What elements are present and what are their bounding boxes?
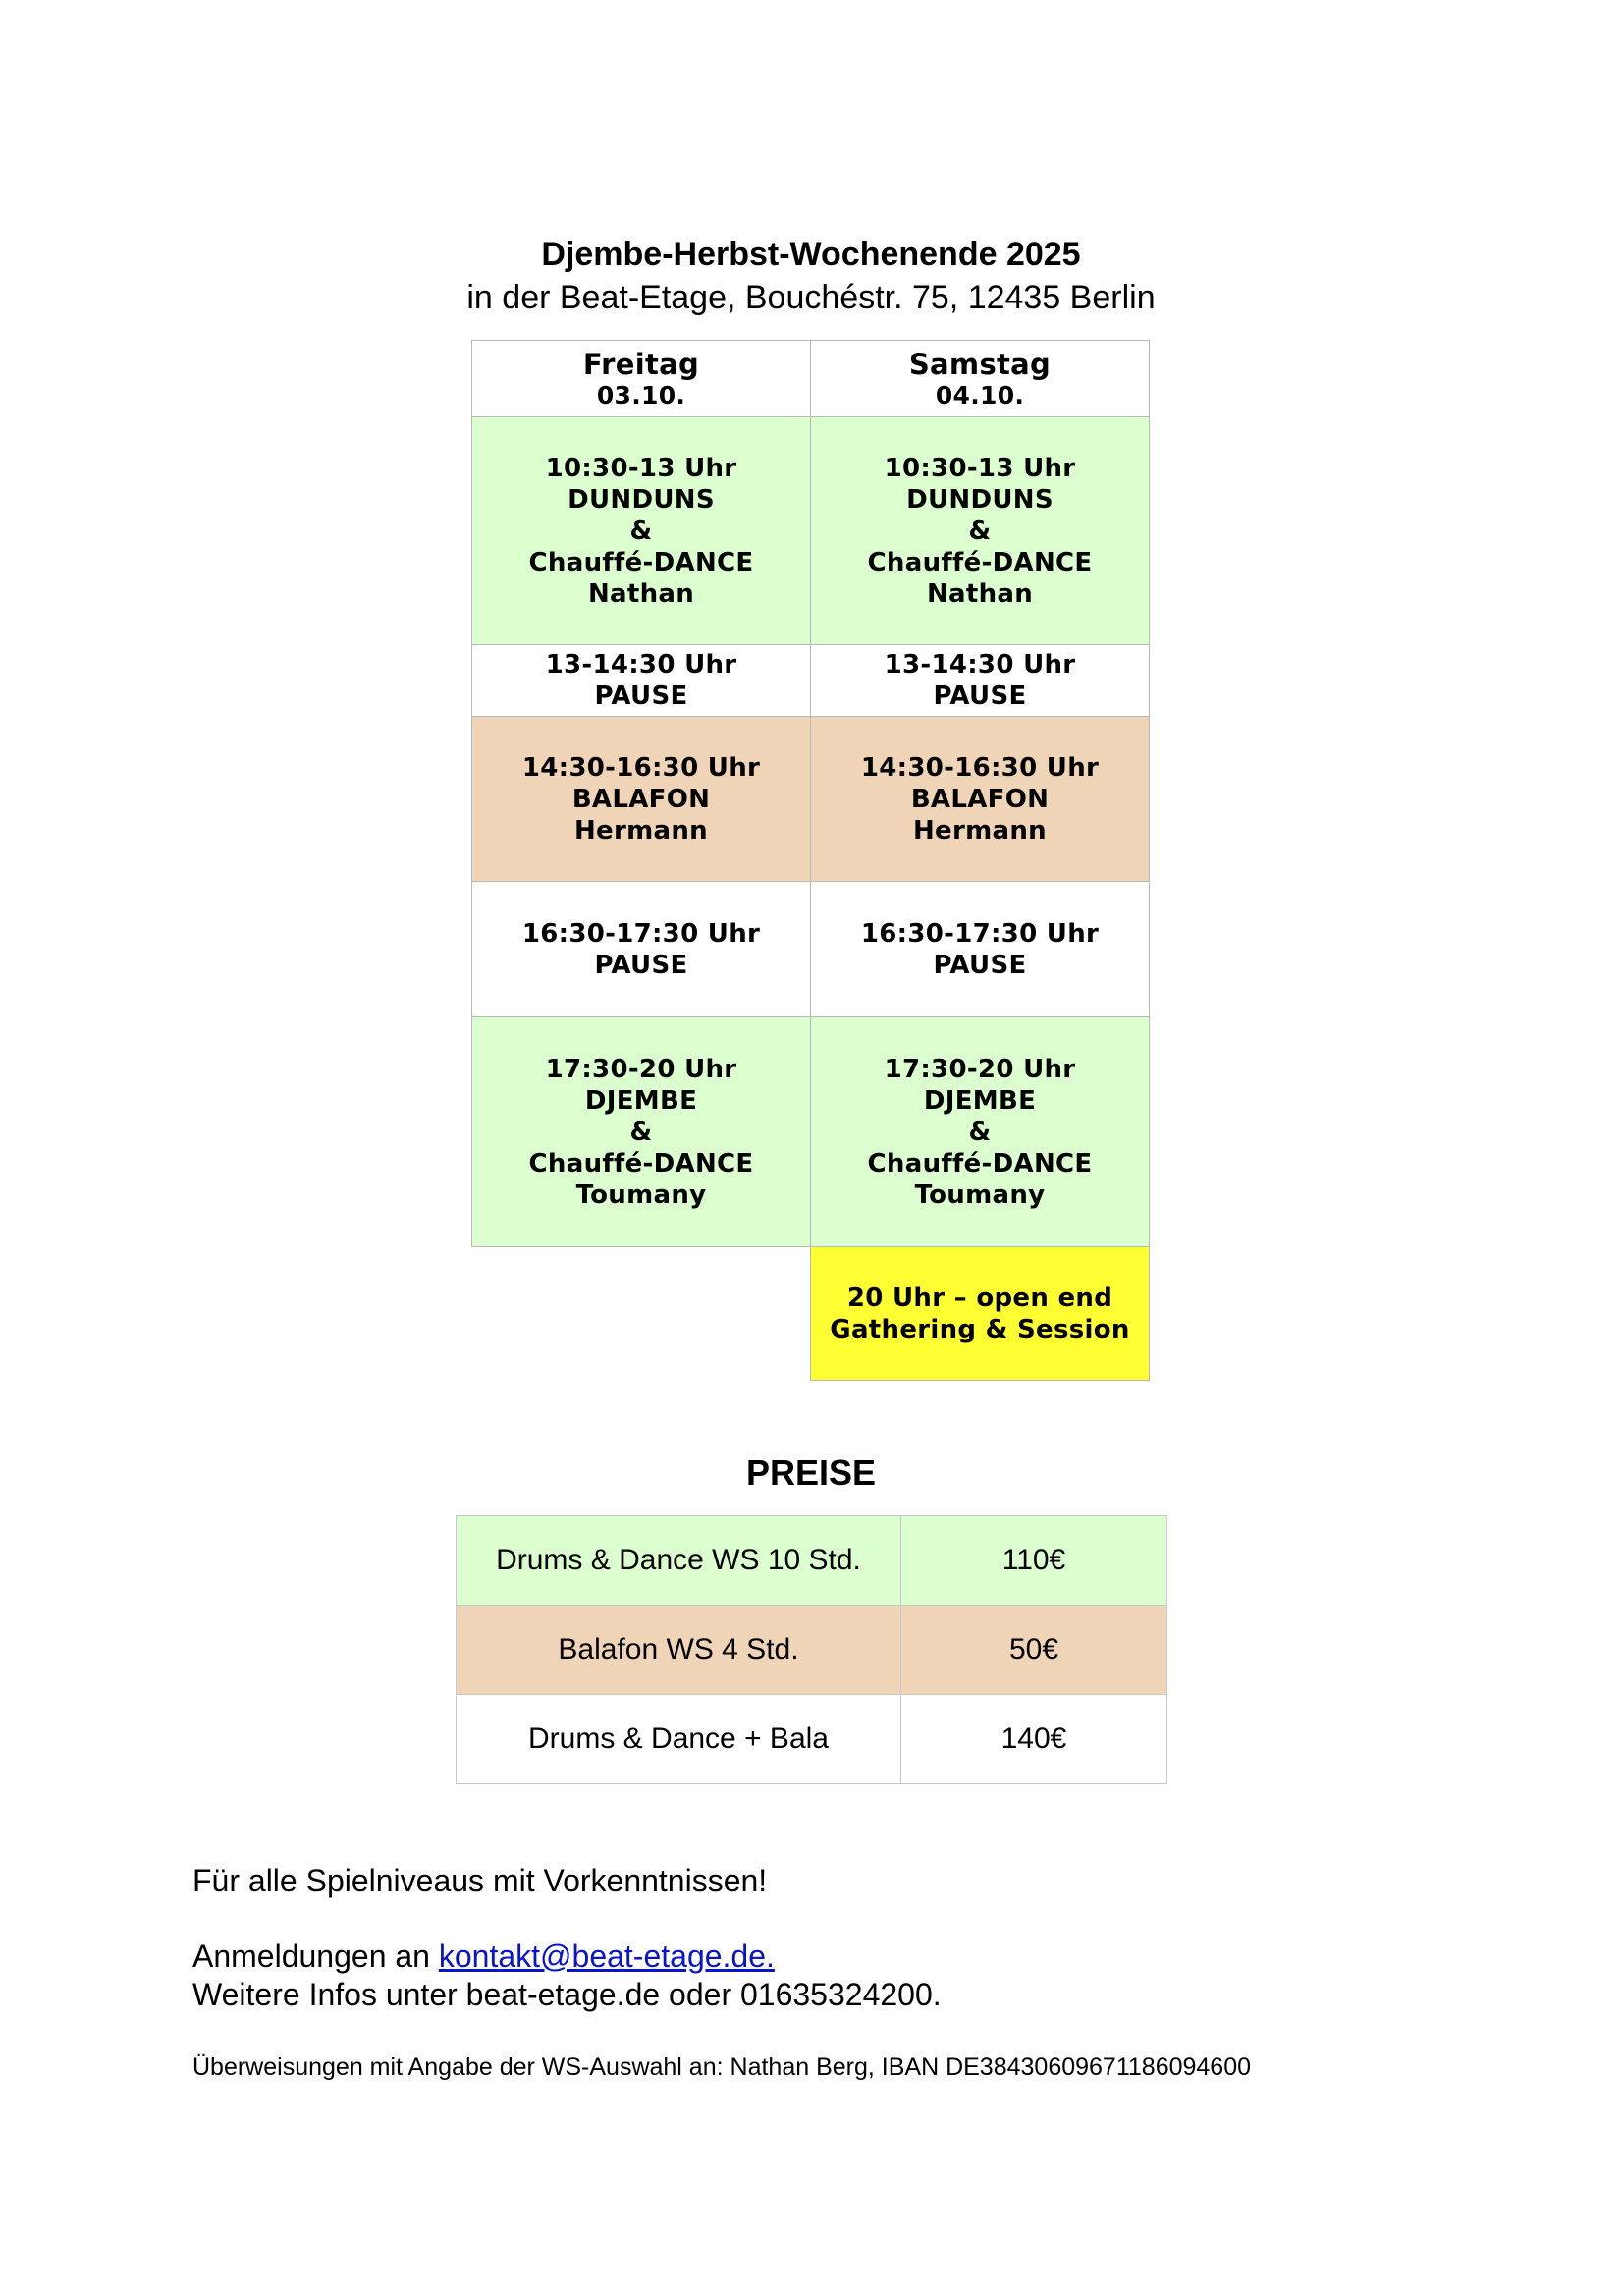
session-subtitle: Chauffé-DANCE (867, 547, 1093, 577)
price-row (457, 1606, 1167, 1695)
session-teacher: Hermann (574, 815, 708, 846)
session-connector: & (968, 516, 992, 546)
session-cell-friday (472, 1017, 811, 1247)
schedule-row-dunduns (472, 417, 1150, 645)
session-time: 13-14:30 Uhr (545, 650, 737, 680)
day-name: Freitag (582, 347, 700, 381)
session-cell-friday (472, 417, 811, 645)
day-header-saturday (811, 341, 1150, 417)
session-time: 13-14:30 Uhr (884, 650, 1076, 680)
session-time: 10:30-13 Uhr (545, 453, 737, 483)
session-cell-friday (472, 645, 811, 717)
transfer-note: Überweisungen mit Angabe der WS-Auswahl an: Nathan Berg, IBAN DE38430609671186094600 (192, 2053, 1252, 2081)
session-teacher: Toumany (575, 1179, 707, 1210)
session-subtitle: Chauffé-DANCE (528, 547, 754, 577)
session-subtitle: Chauffé-DANCE (867, 1148, 1093, 1178)
session-title: PAUSE (933, 950, 1027, 980)
session-teacher: Hermann (913, 815, 1047, 846)
session-teacher: Nathan (587, 578, 695, 609)
session-title: DUNDUNS (568, 484, 715, 515)
session-time: 16:30-17:30 Uhr (860, 918, 1100, 949)
price-label: Drums & Dance WS 10 Std. (457, 1516, 901, 1606)
schedule-row-balafon (472, 717, 1150, 882)
price-row (457, 1516, 1167, 1606)
levels-note: Für alle Spielniveaus mit Vorkenntnissen! (192, 1863, 768, 1898)
day-name: Samstag (908, 347, 1052, 381)
session-title: DJEMBE (923, 1085, 1037, 1116)
empty-cell (472, 1247, 811, 1381)
price-label: Balafon WS 4 Std. (457, 1606, 901, 1695)
session-cell-friday (472, 717, 811, 882)
session-time: 17:30-20 Uhr (884, 1054, 1076, 1084)
session-cell-saturday (811, 882, 1150, 1017)
schedule-row-pause-2 (472, 882, 1150, 1017)
day-date: 04.10. (935, 380, 1025, 410)
session-connector: & (629, 1117, 653, 1147)
session-cell-saturday (811, 645, 1150, 717)
open-end-title: Gathering & Session (830, 1314, 1130, 1344)
open-end-time: 20 Uhr – open end (846, 1283, 1113, 1313)
session-title: PAUSE (594, 682, 688, 711)
schedule-header-row (472, 341, 1150, 417)
session-title: PAUSE (594, 950, 688, 980)
day-header-friday (472, 341, 811, 417)
registration-prefix: Anmeldungen an (192, 1939, 439, 1974)
schedule-row-extra (472, 1247, 1150, 1381)
registration-email-link[interactable]: kontakt@beat-etage.de. (438, 1939, 775, 1974)
session-cell-saturday (811, 717, 1150, 882)
session-title: BALAFON (910, 784, 1050, 814)
session-time: 10:30-13 Uhr (884, 453, 1076, 483)
session-title: BALAFON (571, 784, 711, 814)
title-block (0, 233, 1622, 319)
price-value: 50€ (901, 1606, 1167, 1695)
session-time: 14:30-16:30 Uhr (521, 752, 761, 783)
session-teacher: Toumany (914, 1179, 1046, 1210)
price-row (457, 1695, 1167, 1784)
session-title: DJEMBE (584, 1085, 698, 1116)
schedule-row-djembe (472, 1017, 1150, 1247)
session-cell-friday (472, 882, 811, 1017)
session-time: 17:30-20 Uhr (545, 1054, 737, 1084)
session-title: PAUSE (933, 682, 1027, 711)
info-line: Weitere Infos unter beat-etage.de oder 01635324200. (192, 1977, 942, 2012)
open-end-cell (811, 1247, 1150, 1381)
schedule-table (471, 340, 1150, 1381)
prices-table (456, 1515, 1167, 1784)
prices-heading: PREISE (745, 1452, 877, 1493)
session-time: 16:30-17:30 Uhr (521, 918, 761, 949)
session-teacher: Nathan (926, 578, 1034, 609)
session-time: 14:30-16:30 Uhr (860, 752, 1100, 783)
session-connector: & (968, 1117, 992, 1147)
page-title: Djembe-Herbst-Wochenende 2025 (541, 236, 1081, 273)
price-value: 110€ (901, 1516, 1167, 1606)
session-cell-saturday (811, 1017, 1150, 1247)
session-subtitle: Chauffé-DANCE (528, 1148, 754, 1178)
session-connector: & (629, 516, 653, 546)
page-subtitle: in der Beat-Etage, Bouchéstr. 75, 12435 Berlin (466, 279, 1156, 316)
price-value: 140€ (901, 1695, 1167, 1784)
schedule-row-pause-1 (472, 645, 1150, 717)
day-date: 03.10. (596, 380, 686, 410)
session-cell-saturday (811, 417, 1150, 645)
price-label: Drums & Dance + Bala (457, 1695, 901, 1784)
registration-line (192, 1938, 775, 1976)
session-title: DUNDUNS (906, 484, 1054, 515)
